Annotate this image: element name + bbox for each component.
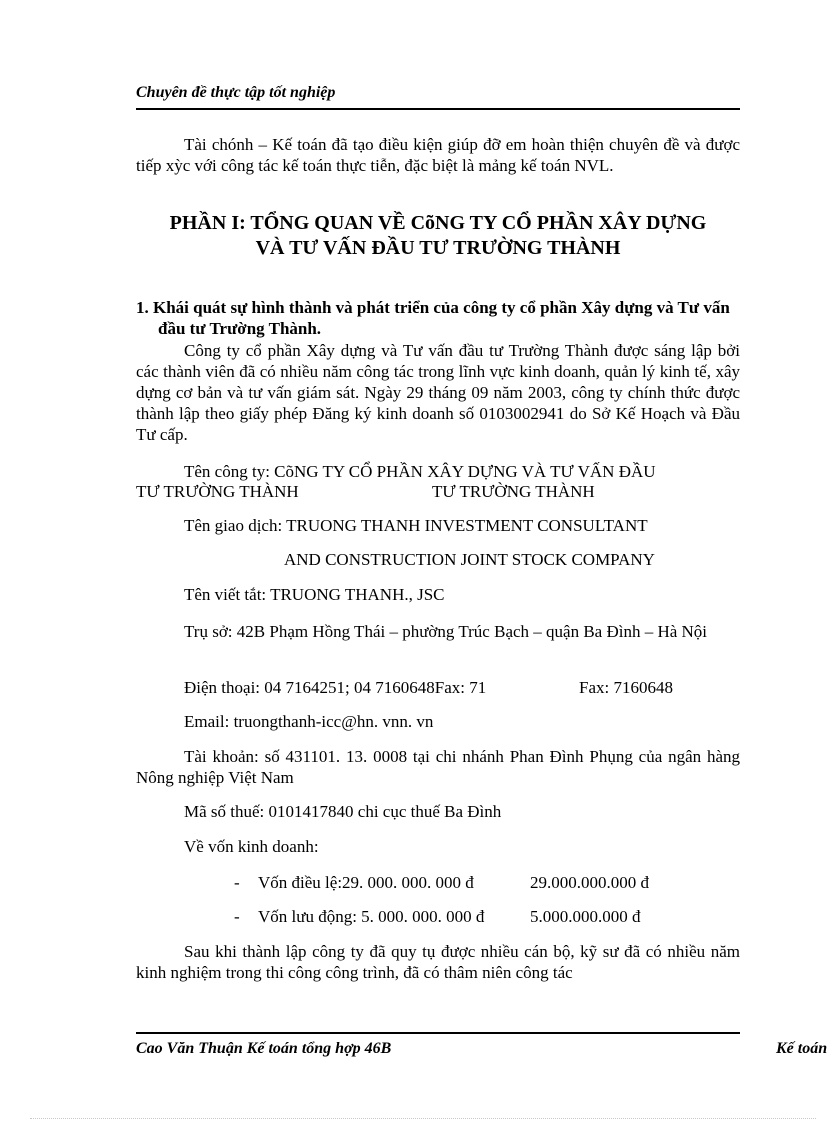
page-bottom-dotted-line bbox=[30, 1118, 816, 1119]
capital-heading: Về vốn kinh doanh: bbox=[184, 837, 319, 856]
tax-code: Mã số thuế: 0101417840 chi cục thuế Ba Đình bbox=[184, 802, 502, 821]
address: Trụ sở: 42B Phạm Hồng Thái – phường Trúc Bạch – quận Ba Đình – Hà Nội bbox=[184, 622, 708, 641]
closing-paragraph: Sau khi thành lập công ty đã quy tụ được nhiều cán bộ, kỹ sư đã có nhiều năm kinh nghiệm trong thi công công trình, đã có thâm niên công tác bbox=[136, 942, 740, 982]
capital-item-value: 5.000.000.000 đ bbox=[530, 907, 641, 926]
capital-item-dash: - bbox=[234, 873, 240, 892]
company-name-line2: TƯ TRƯỜNG THÀNH bbox=[136, 482, 299, 501]
capital-item-label: Vốn lưu động: 5. 000. 000. 000 đ bbox=[258, 907, 485, 926]
footer-author: Cao Văn Thuận Kế toán tổng hợp 46B bbox=[136, 1040, 392, 1057]
section-1-heading: 1. Khái quát sự hình thành và phát triển của công ty cổ phần Xây dựng và Tư vấn đầu tư Trường Thành. bbox=[136, 298, 730, 338]
part-title-line2: VÀ TƯ VẤN ĐẦU TƯ TRƯỜNG THÀNH bbox=[255, 237, 621, 259]
intro-paragraph: Tài chónh – Kế toán đã tạo điều kiện giúp đỡ em hoàn thiện chuyên đề và được tiếp xỳc với công tác kế toán thực tiễn, đặc biệt là mảng kế toán NVL. bbox=[136, 135, 740, 175]
trade-name-line1: Tên giao dịch: TRUONG THANH INVESTMENT CONSULTANT bbox=[184, 516, 648, 535]
header-divider bbox=[136, 108, 740, 110]
capital-item-label: Vốn điều lệ:29. 000. 000. 000 đ bbox=[258, 873, 474, 892]
email: Email: truongthanh-icc@hn. vnn. vn bbox=[184, 712, 434, 731]
footer-divider bbox=[136, 1032, 740, 1034]
company-name-line1: Tên công ty: CõNG TY CỔ PHẦN XÂY DỰNG VÀ TƯ VẤN ĐẦU bbox=[184, 462, 656, 481]
phone: Điện thoại: 04 7164251; 04 7160648Fax: 71 bbox=[184, 678, 487, 697]
company-name-line2-duplicate: TƯ TRƯỜNG THÀNH bbox=[432, 482, 595, 501]
abbreviation: Tên viết tắt: TRUONG THANH., JSC bbox=[184, 585, 445, 604]
trade-name-line2: AND CONSTRUCTION JOINT STOCK COMPANY bbox=[284, 550, 655, 569]
capital-item-dash: - bbox=[234, 907, 240, 926]
fax: Fax: 7160648 bbox=[579, 678, 673, 697]
part-title-line1: PHẦN I: TỔNG QUAN VỀ CõNG TY CỔ PHẦN XÂY DỰNG bbox=[169, 212, 707, 234]
page-header-title: Chuyên đề thực tập tốt nghiệp bbox=[136, 84, 336, 101]
capital-item-value: 29.000.000.000 đ bbox=[530, 873, 649, 892]
footer-right-text: Kế toán bbox=[776, 1040, 827, 1057]
section-1-body: Công ty cổ phần Xây dựng và Tư vấn đầu tư Trường Thành được sáng lập bởi các thành viên đã có nhiều năm công tác trong lĩnh vực kinh doanh, quản lý kinh tế, xây dựng cơ bản và tư vấn giám sát. Ngày 29 tháng 09 năm 2003, công ty chính thức được thành lập theo giấy phép Đăng ký kinh doanh số 0103002941 do Sở Kế Hoạch và Đầu Tư cấp. bbox=[136, 341, 740, 444]
bank-account: Tài khoản: số 431101. 13. 0008 tại chi nhánh Phan Đình Phụng của ngân hàng Nông nghiệp Việt Nam bbox=[136, 747, 740, 787]
